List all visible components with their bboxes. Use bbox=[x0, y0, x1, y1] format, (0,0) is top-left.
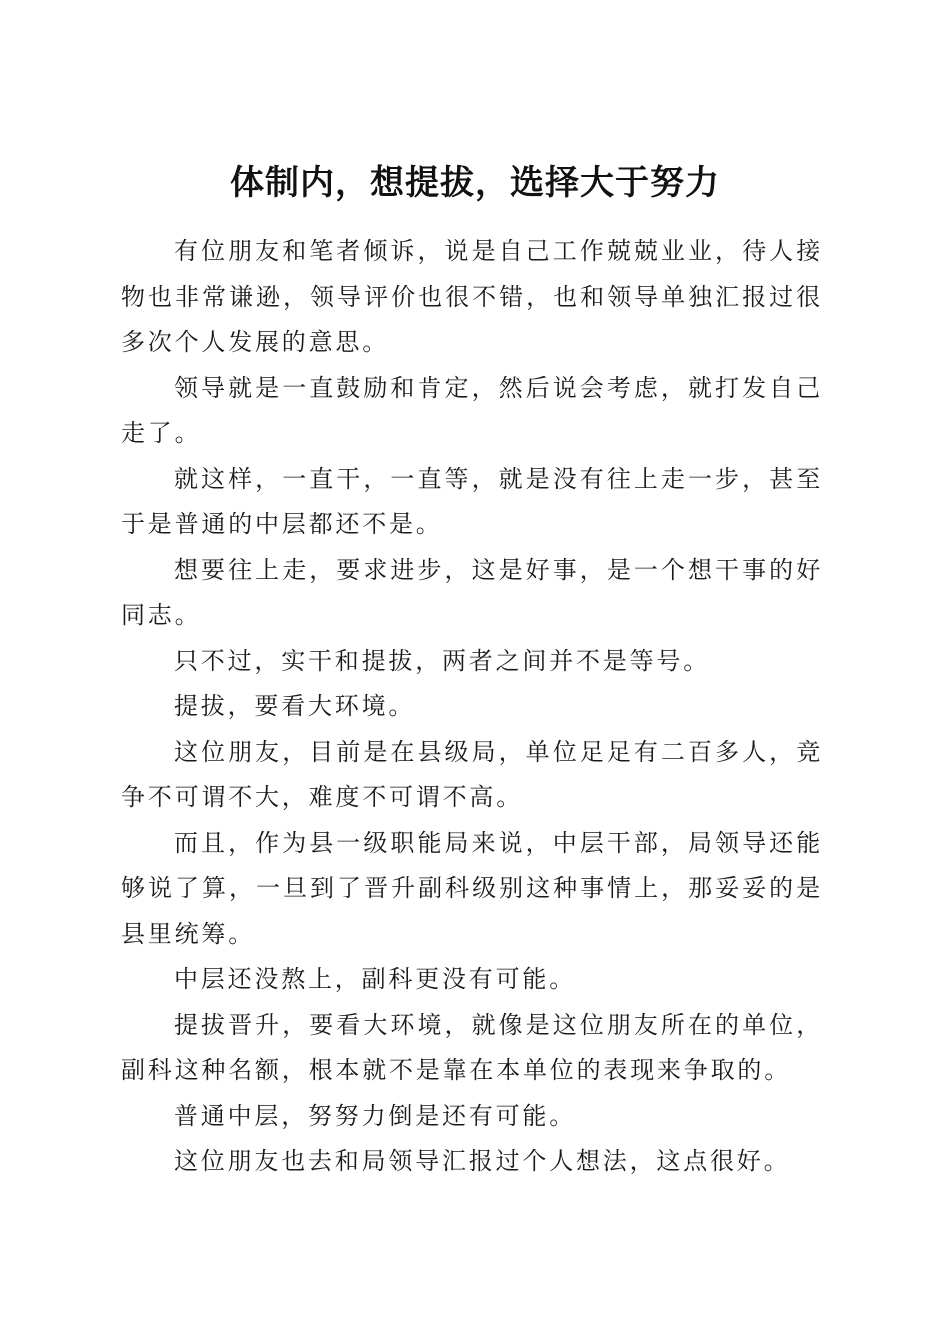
document-title: 体制内，想提拔，选择大于努力 bbox=[230, 162, 720, 203]
paragraph: 而且，作为县一级职能局来说，中层干部，局领导还能够说了算，一旦到了晋升副科级别这种事情上，那妥妥的是县里统筹。 bbox=[121, 828, 823, 948]
document-body bbox=[121, 229, 823, 1185]
paragraph: 提拔，要看大环境。 bbox=[174, 692, 416, 720]
paragraph: 中层还没熬上，副科更没有可能。 bbox=[174, 965, 576, 993]
paragraph: 普通中层，努努力倒是还有可能。 bbox=[174, 1101, 576, 1130]
paragraph: 这位朋友也去和局领导汇报过个人想法，这点很好。 bbox=[174, 1147, 791, 1175]
paragraph: 想要往上走，要求进步，这是好事，是一个想干事的好同志。 bbox=[121, 555, 823, 629]
paragraph: 领导就是一直鼓励和肯定，然后说会考虑，就打发自己走了。 bbox=[121, 373, 823, 447]
paragraph: 提拔晋升，要看大环境，就像是这位朋友所在的单位，副科这种名额，根本就不是靠在本单位的表现来争取的。 bbox=[121, 1010, 823, 1084]
paragraph: 有位朋友和笔者倾诉，说是自己工作兢兢业业，待人接物也非常谦逊，领导评价也很不错，也和领导单独汇报过很多次个人发展的意思。 bbox=[121, 237, 823, 356]
paragraph: 就这样，一直干，一直等，就是没有往上走一步，甚至于是普通的中层都还不是。 bbox=[121, 464, 823, 538]
paragraph: 这位朋友，目前是在县级局，单位足足有二百多人，竞争不可谓不大，难度不可谓不高。 bbox=[121, 737, 823, 811]
paragraph: 只不过，实干和提拔，两者之间并不是等号。 bbox=[174, 646, 710, 675]
